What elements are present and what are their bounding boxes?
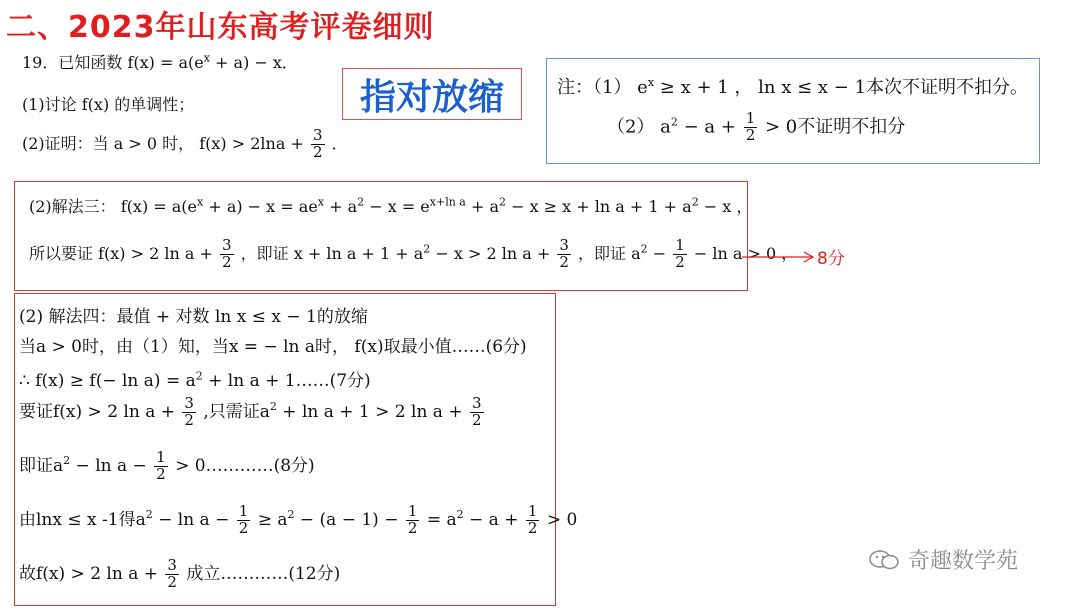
- problem-stem-number: 19．已知函数: [22, 53, 123, 72]
- solution4-line-5: 即证$a^2 - \ln a$ − $\frac{1}{2}$ > 0…………(8分): [19, 448, 315, 483]
- fraction: $\frac{3}{2}$: [472, 394, 482, 429]
- problem-part2: (2)证明：当 a > 0 时， f(x) > 2lna + $\frac{3}{2}$ ．: [22, 126, 348, 161]
- method-tag-box: [342, 68, 522, 120]
- fraction: $\frac{1}{2}$: [156, 448, 166, 483]
- fraction: $\frac{3}{2}$: [222, 236, 232, 271]
- wechat-icon: [868, 549, 900, 571]
- fraction: $\frac{1}{2}$: [527, 502, 538, 537]
- fraction: $\frac{3}{2}$: [312, 126, 323, 161]
- fraction: $\frac{3}{2}$: [559, 236, 569, 271]
- problem-function-expr: $f(x) = a(e^x + a) - x$．: [127, 51, 298, 72]
- method-tag-label: 指对放缩: [359, 76, 504, 118]
- watermark: [868, 544, 1018, 575]
- fraction: $\frac{1}{2}$: [238, 502, 249, 537]
- fraction: $\frac{1}{2}$: [745, 109, 756, 144]
- watermark-text: 奇趣数学苑: [908, 549, 1019, 574]
- solution4-box: [14, 293, 578, 606]
- fraction: $\frac{1}{2}$: [407, 502, 418, 537]
- page-title: 二、2023年山东高考评卷细则: [6, 10, 435, 45]
- solution3-line-1: (2)解法三： $f(x) = a(e^x + a) - x = ae^x + a^2 - x = e^{x+ln a} + a^2 - x \ge x + \ln a + 1 + a^2 - x$ ，: [29, 195, 753, 216]
- solution4-line-2: 当a > 0时，由（1）知，当x = − ln a时， f(x)取最小值……(6分): [19, 337, 527, 357]
- problem-stem: [22, 50, 298, 73]
- solution4-line-4: 要证f(x) > 2 ln a + $\frac{3}{2}$ ,只需证$a^2 + \ln a + 1 > 2$ ln a + $\frac{3}{2}$: [19, 394, 482, 429]
- problem-part1: (1)讨论 f(x) 的单调性；: [22, 95, 195, 114]
- fraction: $\frac{1}{2}$: [675, 236, 685, 271]
- note-line-1: 注：（1） $e^x \ge x + 1$ ， ln x ≤ x − 1本次不证明不扣分。: [557, 76, 1029, 98]
- note-line-2: （2） $a^2 - a$ + $\frac{1}{2}$ > 0不证明不扣分: [607, 109, 906, 144]
- solution3-line-2: 所以要证 f(x) > 2 ln a + $\frac{3}{2}$ ，即证 $x + \ln a + 1 + a^2 - x > 2$ ln a + $\frac{3}{2}$ ，即证 $a^2$ − $\frac{1}{2}$ − ln a > 0 ，: [29, 236, 798, 271]
- fraction: $\frac{3}{2}$: [167, 556, 177, 591]
- solution4-line-7: 故f(x) > 2 ln a + $\frac{3}{2}$ 成立…………(12分): [19, 556, 341, 591]
- note-box: [546, 58, 1040, 164]
- solution4-line-6: 由lnx ≤ x -1得$a^2 - \ln a$ − $\frac{1}{2}$ ≥ $a^2 - (a - 1)$ − $\frac{1}{2}$ = $a^2 - a$ + $\frac{1}{2}$ > 0: [19, 502, 578, 537]
- solution4-line-3: ∴ $f(x) \ge f(- \ln a) = a^2 + \ln a$ + 1……(7分): [19, 369, 371, 391]
- score-label: 8分: [817, 249, 845, 269]
- solution4-line-1: (2) 解法四：最值 + 对数 ln x ≤ x − 1的放缩: [19, 307, 368, 327]
- score-arrow-icon: [742, 250, 818, 264]
- fraction: $\frac{3}{2}$: [184, 394, 194, 429]
- solution3-box: [14, 181, 798, 291]
